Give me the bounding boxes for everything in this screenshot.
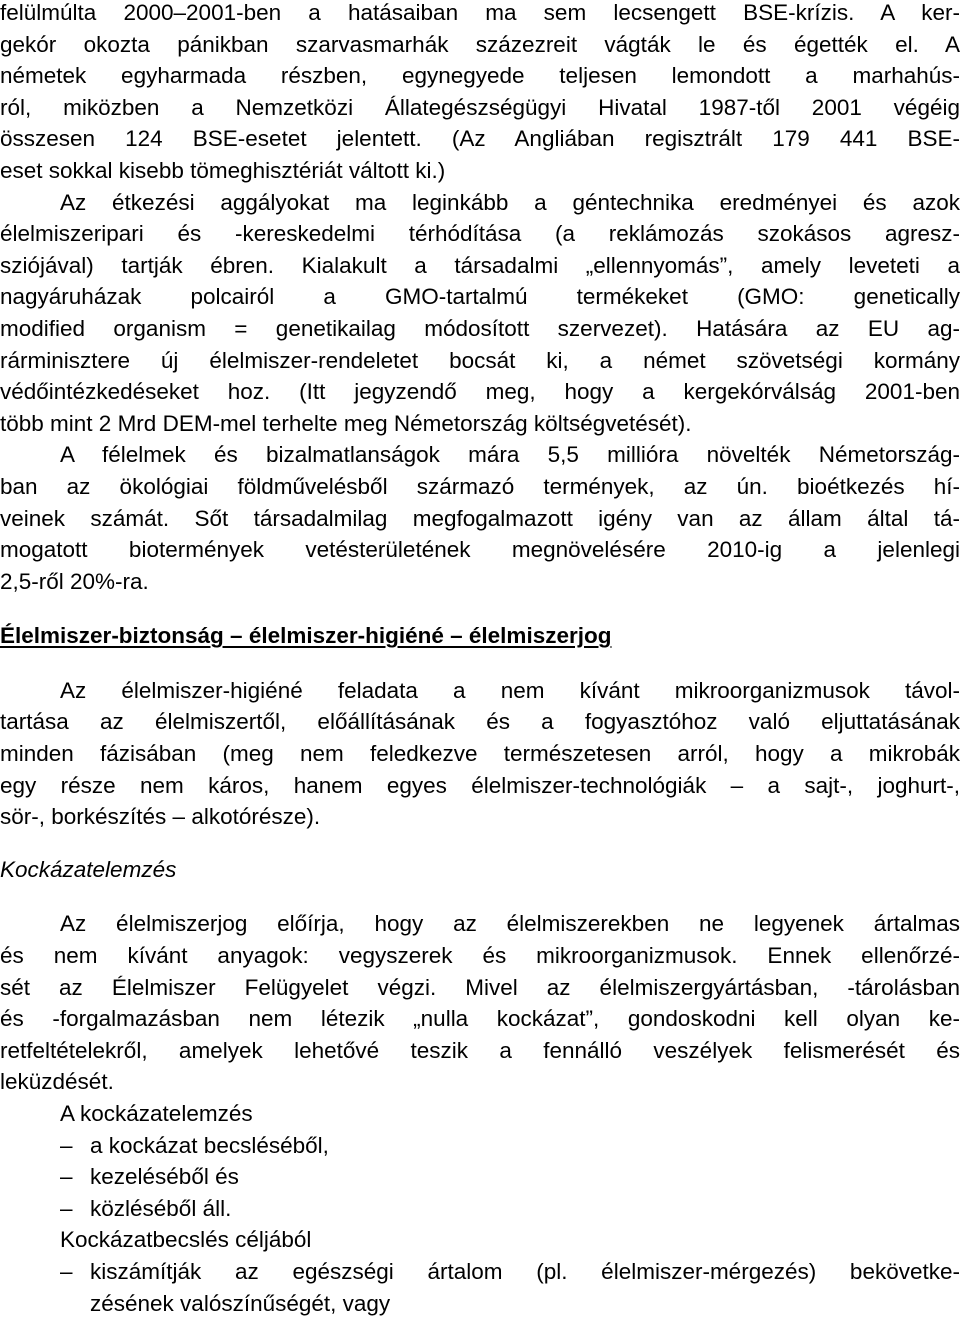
section-heading: Élelmiszer-biztonság – élelmiszer-higiéné – élelmiszerjog — [0, 623, 612, 649]
list-item-text: közléséből áll. — [90, 1195, 232, 1221]
text-line: és -forgalmazásban nem létezik „nulla kockázat”, gondoskodni kell olyan ke- — [0, 1006, 960, 1032]
text-line: sör-, borkészítés – alkotórésze). — [0, 804, 321, 830]
paragraph-hygiene — [0, 675, 960, 833]
text-line: leküzdését. — [0, 1069, 114, 1095]
paragraph-food-law — [0, 908, 960, 1098]
list-intro: A kockázatelemzés — [60, 1101, 253, 1126]
text-line: Az élelmiszer-higiéné feladata a nem kívánt mikroorganizmusok távol- — [60, 677, 960, 703]
text-line: mogatott biotermények vetésterületének megnövelésére 2010-ig a jelenlegi — [0, 537, 960, 563]
text-line: 2,5-ről 20%-ra. — [0, 568, 149, 594]
text-line: ról, miközben a Nemzetközi Állategészségügyi Hivatal 1987-től 2001 végéig — [0, 94, 960, 120]
text-line: veinek számát. Sőt társadalmilag megfogalmazott igény van az állam által tá- — [0, 505, 960, 531]
dash-bullet-icon: – — [60, 1195, 73, 1221]
dash-bullet-icon: – — [60, 1164, 73, 1190]
text-line: A félelmek és bizalmatlanságok mára 5,5 millióra növelték Németország- — [60, 442, 960, 468]
list-item — [0, 1256, 960, 1288]
list-item — [0, 1130, 960, 1162]
text-line: Az élelmiszerjog előírja, hogy az élelmiszerekben ne legyenek ártalmas — [60, 911, 960, 937]
list-item-continuation: zésének valószínűségét, vagy — [90, 1290, 391, 1316]
text-line: sziójával) tartják ébren. Kialakult a társadalmi „ellennyomás”, amely leveteti a — [0, 252, 960, 278]
text-line: és nem kívánt anyagok: vegyszerek és mikroorganizmusok. Ennek ellenőrzé- — [0, 943, 960, 969]
text-line: modified organism = genetikailag módosított szervezet). Hatására az EU ag- — [0, 315, 960, 341]
text-line: eset sokkal kisebb tömeghisztériát váltott ki.) — [0, 157, 446, 183]
list-item — [0, 1193, 960, 1225]
text-line: összesen 124 BSE-esetet jelentett. (Az Angliában regisztrált 179 441 BSE- — [0, 126, 960, 152]
text-line: egy része nem káros, hanem egyes élelmiszer-technológiák – a sajt-, joghurt-, — [0, 772, 960, 798]
text-line: rárminisztere új élelmiszer-rendeletet bocsát ki, a német szövetségi kormány — [0, 347, 960, 373]
list-item-text: kiszámítják az egészségi ártalom (pl. élelmiszer-mérgezés) bekövetke- — [90, 1258, 960, 1284]
risk-analysis-list — [0, 1098, 960, 1224]
text-line: gekór okozta pánikban szarvasmarhák százezreit vágták le és égették el. A — [0, 31, 960, 57]
text-line: Az étkezési aggályokat ma leginkább a géntechnika eredményei és azok — [60, 189, 960, 215]
text-line: ban az ökológiai földművelésből származó termények, az ún. bioétkezés hí- — [0, 473, 960, 499]
text-line: élelmiszeripari és -kereskedelmi térhódítása (a reklámozás szokásos agresz- — [0, 221, 960, 247]
dash-bullet-icon: – — [60, 1132, 73, 1158]
text-line: minden fázisában (meg nem feledkezve természetesen arról, hogy a mikrobák — [0, 741, 960, 767]
text-line: tartása az élelmiszertől, előállításának és a fogyasztóhoz való eljuttatásának — [0, 709, 960, 735]
list-item-text: a kockázat becsléséből, — [90, 1132, 329, 1158]
text-line: sét az Élelmiszer Felügyelet végzi. Mivel az élelmiszergyártásban, -tárolásban — [0, 974, 960, 1000]
text-line: védőintézkedéseket hoz. (Itt jegyzendő meg, hogy a kergekórválság 2001-ben — [0, 379, 960, 405]
list-item — [0, 1161, 960, 1193]
paragraph-bse-crisis — [0, 0, 960, 187]
text-line: felülmúlta 2000–2001-ben a hatásaiban ma sem lecsengett BSE-krízis. A ker- — [0, 0, 960, 25]
text-line: németek egyharmada részben, egynegyede teljesen lemondott a marhahús- — [0, 63, 960, 89]
risk-estimation-list — [0, 1224, 960, 1319]
subsection-heading: Kockázatelemzés — [0, 856, 177, 882]
dash-bullet-icon: – — [60, 1258, 73, 1284]
text-line: retfeltételekről, amelyek lehetővé teszik a fennálló veszélyek felismerését és — [0, 1037, 960, 1063]
paragraph-gmo — [0, 187, 960, 440]
paragraph-bio — [0, 439, 960, 597]
text-line: több mint 2 Mrd DEM-mel terhelte meg Németország költségvetését). — [0, 410, 692, 436]
list-intro: Kockázatbecslés céljából — [60, 1227, 312, 1253]
text-line: nagyáruházak polcairól a GMO-tartalmú termékeket (GMO: genetically — [0, 284, 960, 310]
list-item-text: kezeléséből és — [90, 1164, 239, 1190]
